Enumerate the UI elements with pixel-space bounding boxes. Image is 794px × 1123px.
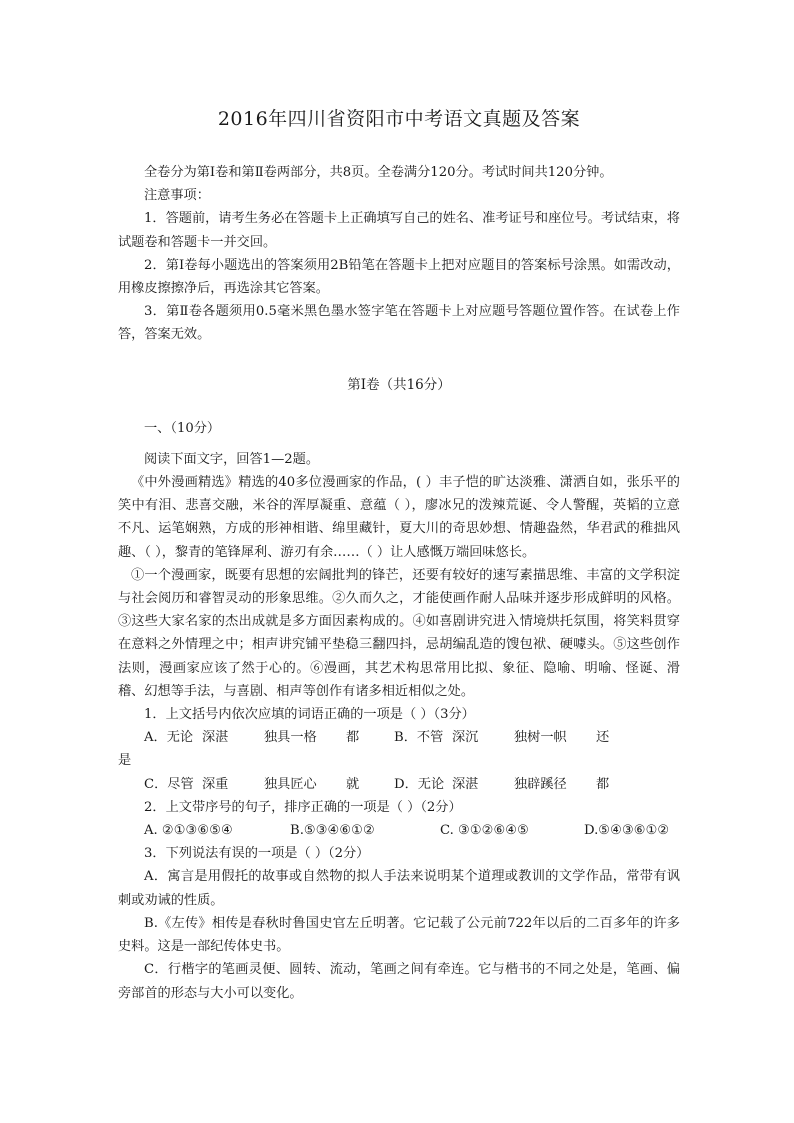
section-heading: 第Ⅰ卷（共16分） [347,376,451,393]
q3-option-a: A．寓言是用假托的故事或自然物的拟人手法来说明某个道理或教训的文学作品，常带有讽刺或劝诫的性质。 [118,869,680,908]
q2-option-c: C. ③①②⑥④⑤ [440,823,529,839]
question-1-options-ab [118,726,680,749]
q1-option-d-word2: 独辟蹊径 [514,776,567,792]
q1-option-a-word1: 深湛 [202,730,229,746]
q1-option-b-word1: 深沉 [452,730,479,746]
q1-option-c-word3: 就 [346,776,360,792]
intro-line: 全卷分为第Ⅰ卷和第Ⅱ卷两部分，共8页。全卷满分120分。考试时间共120分钟。 [144,165,613,180]
notice-item-2: 2．第Ⅰ卷每小题选出的答案须用2B铅笔在答题卡上把对应题目的答案标号涂黑。如需改动，用橡皮擦擦净后，再选涂其它答案。 [118,257,680,297]
q1-option-b-word3-start: 还 [596,730,610,746]
reading-instruction: 阅读下面文字，回答1—2题。 [144,451,320,467]
notice-item-3: 3．第Ⅱ卷各题须用0.5毫米黑色墨水签字笔在答题卡上对应题号答题位置作答。在试卷上作答，答案无效。 [118,304,680,343]
q3-option-b: B.《左传》相传是春秋时鲁国史官左丘明著。它记载了公元前722年以后的二百多年的许多史料。这是一部纪传体史书。 [118,915,680,955]
q2-option-a: A. ②①③⑥⑤④ [144,823,233,839]
notice-item-1: 1．答题前，请考生务必在答题卡上正确填写自己的姓名、准考证号和座位号。考试结束，将试题卷和答题卡一并交回。 [118,211,680,250]
q1-option-a-word2: 独具一格 [264,730,317,746]
passage-paragraph-1: 《中外漫画精选》精选的40多位漫画家的作品，( ）丰子恺的旷达淡雅、潇洒自如，张乐平的笑中有泪、悲喜交融，米谷的浑厚凝重、意蕴（ ），廖冰兄的泼辣荒诞、令人警醒，英韬的立意不凡、运笔娴熟，方成的形神相谐、绵里藏针，夏大川的奇思妙想、情趣盎然，华君武的稚拙风趣、（ ），黎青的笔锋犀利、游刃有余……（ ）让人感慨万端回味悠长。 [118,475,680,560]
q1-option-b-label: B．不管 [394,730,444,746]
question-1-options-cd [118,773,680,796]
question-2-options [118,819,680,842]
passage-paragraph-2: ①一个漫画家，既要有思想的宏阔批判的锋芒，还要有较好的速写素描思维、丰富的文学积淀与社会阅历和睿智灵动的形象思维。②久而久之，才能使画作耐人品味并逐步形成鲜明的风格。③这些大家名家的杰出成就是多方面因素构成的。④如喜剧讲究进入情境烘托氛围，将笑料贯穿在意料之外情理之中；相声讲究铺平垫稳三翻四抖，忌胡编乱造的馊包袱、硬噱头。⑤这些创作法则，漫画家应该了然于心的。⑥漫画，其艺术构思常用比拟、象征、隐喻、明喻、怪诞、滑稽、幻想等手法，与喜剧、相声等创作有诸多相近相似之处。 [118,567,680,699]
q1-option-d-word1: 深湛 [452,776,479,792]
q1-option-b-word2: 独树一帜 [514,730,567,746]
q1-option-b-word3-wrap: 是 [118,753,132,769]
q1-option-c-label: C．尽管 [144,776,194,792]
q1-option-a-label: A．无论 [144,730,194,746]
q2-option-b: B.⑤③④⑥①② [290,823,375,839]
notice-label: 注意事项： [144,188,210,204]
q1-option-d-label: D．无论 [394,776,445,792]
q1-option-c-word1: 深重 [202,776,229,792]
question-1-stem: 1．上文括号内依次应填的词语正确的一项是（ ）（3分） [144,707,475,723]
q1-option-a-word3: 都 [346,730,360,746]
document-page [118,100,680,1005]
part-label: 一、（10分） [144,420,221,436]
q1-option-c-word2: 独具匠心 [264,776,317,792]
q3-option-c: C．行楷字的笔画灵便、圆转、流动，笔画之间有牵连。它与楷书的不同之处是，笔画、偏旁部首的形态与大小可以变化。 [118,962,680,1001]
q2-option-d: D.⑤④③⑥①② [584,823,670,839]
question-2-stem: 2．上文带序号的句子，排序正确的一项是（ ）（2分） [144,799,462,815]
question-3-stem: 3．下列说法有误的一项是（ ）（2分） [144,846,370,862]
page-title: 2016年四川省资阳市中考语文真题及答案 [217,108,581,130]
q1-option-d-word3: 都 [596,776,610,792]
